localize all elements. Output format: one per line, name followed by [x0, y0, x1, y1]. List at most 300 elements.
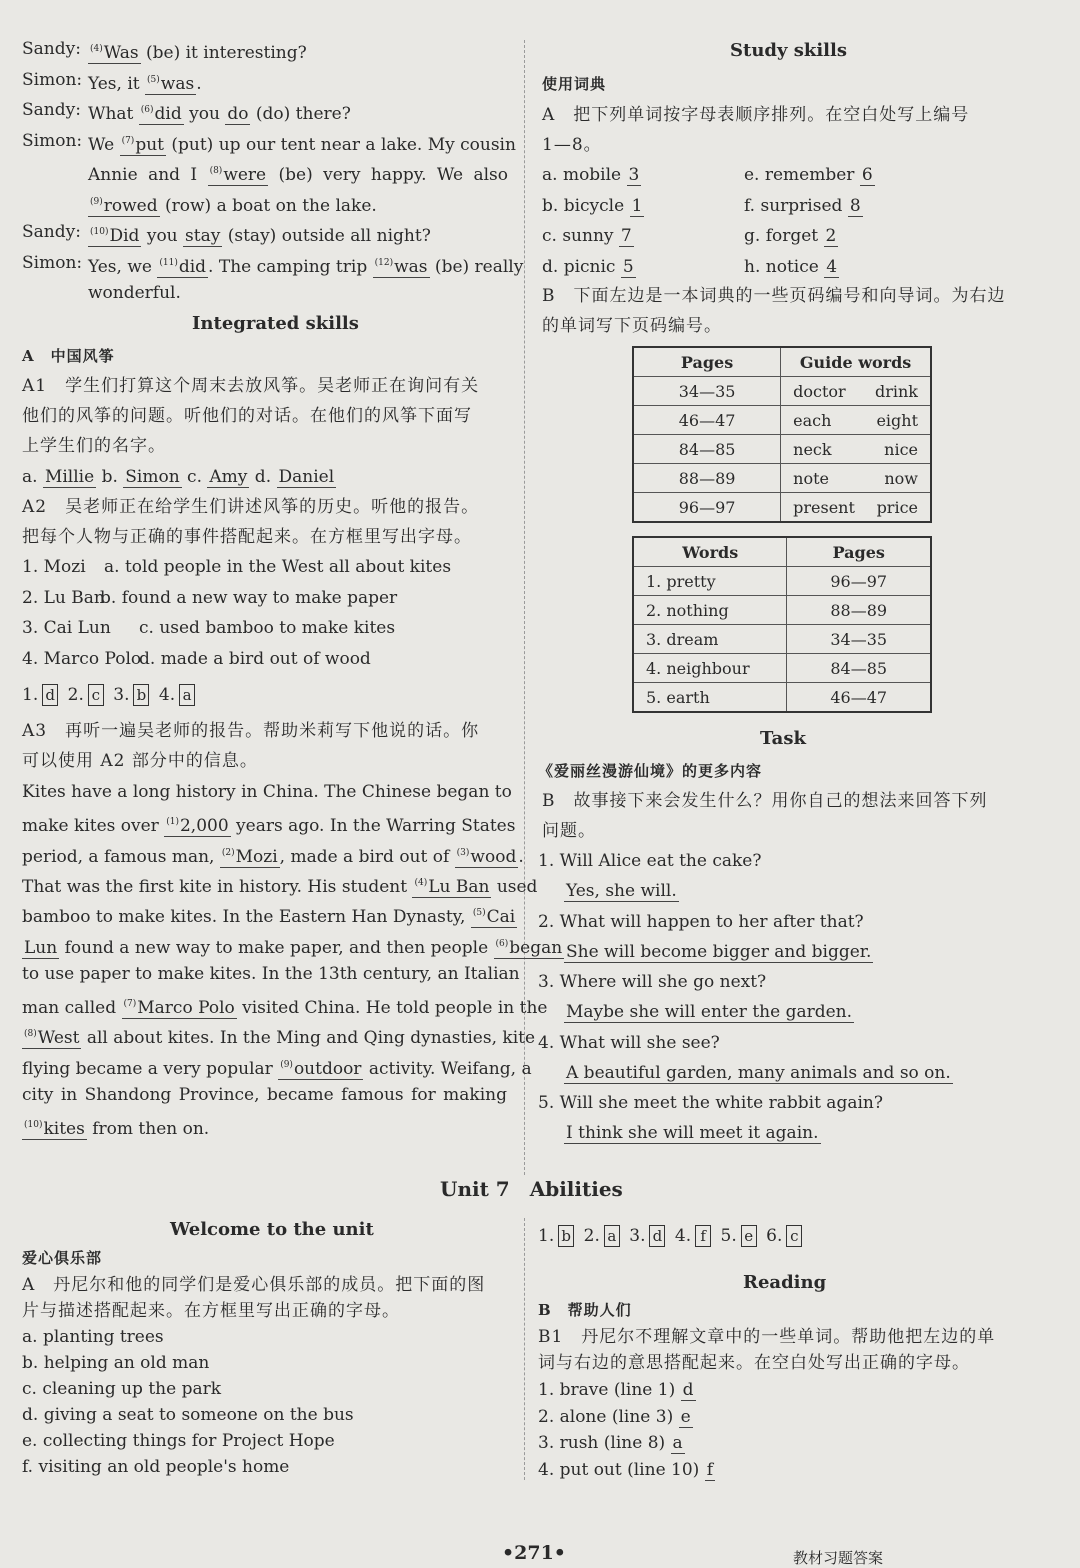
text-run: (do) there?	[250, 104, 351, 124]
answer-box: a	[179, 684, 195, 706]
a1-name: Amy	[209, 467, 248, 487]
item-label: c. sunny	[542, 226, 619, 246]
task-answer-text: A beautiful garden, many animals and so on.	[566, 1062, 951, 1083]
text-run: period, a famous man,	[22, 846, 220, 867]
answer-blank	[122, 998, 237, 1019]
answer-blank	[208, 165, 269, 186]
text-run: Annie and I	[88, 165, 208, 185]
dialogue-line	[88, 191, 377, 217]
welcome-item: f. visiting an old people's home	[22, 1457, 290, 1477]
table-cell: 46—47	[787, 683, 931, 713]
table-cell: 1. pretty	[633, 567, 787, 596]
text-run: wonderful.	[88, 283, 181, 303]
table-row	[633, 493, 931, 523]
b1-instruction: 词与右边的意思搭配起来。在空白处写出正确的字母。	[538, 1353, 970, 1373]
a1-name: Simon	[125, 467, 180, 487]
alice-title: 《爱丽丝漫游仙境》的更多内容	[538, 762, 763, 780]
b-instruction: B 下面左边是一本词典的一些页码编号和向导词。为右边	[542, 286, 1006, 306]
table-cell	[781, 464, 931, 493]
table-cell: 34—35	[787, 625, 931, 654]
a1-name: Daniel	[278, 467, 335, 487]
text-run: visited China. He told people in the	[236, 998, 548, 1019]
task-answer	[564, 1001, 854, 1023]
text-run: Kites have a long history in China. The Chinese began to	[22, 782, 512, 802]
b1-item	[538, 1406, 693, 1428]
table-cell: 88—89	[633, 464, 781, 493]
a1-instruction: A1 学生们打算这个周末去放风筝。吴老师正在询问有关	[22, 376, 480, 396]
item-order: 7	[620, 226, 632, 246]
answer-text: kites	[43, 1119, 85, 1140]
cell-word: eight	[876, 410, 918, 430]
a2-match-event: c. used bamboo to make kites	[139, 618, 396, 638]
a2-answers	[22, 684, 199, 706]
section-title-reading: Reading	[743, 1272, 827, 1293]
alphabet-item	[542, 164, 641, 186]
cell-word: note	[793, 468, 829, 488]
item-label: b. bicycle	[542, 195, 630, 216]
a2-match-item	[22, 648, 141, 670]
a-instruction: 1—8。	[542, 135, 602, 155]
answer-text: Was	[103, 43, 139, 63]
unit-title: Unit 7 Abilities	[440, 1177, 623, 1201]
blank-number: (2)	[221, 847, 235, 858]
dict-title: 使用词典	[542, 75, 607, 93]
answer-text: put	[135, 134, 164, 155]
text-run: make kites over	[22, 816, 165, 837]
table-cell	[781, 493, 931, 523]
item-order: 2	[825, 226, 837, 246]
blank-number: (9)	[280, 1059, 293, 1070]
words-pages-table	[632, 536, 932, 713]
blank-number: (6)	[140, 105, 154, 115]
section-title-study: Study skills	[730, 40, 847, 61]
blank-number: (11)	[159, 257, 178, 268]
blank-number: (12)	[374, 257, 394, 268]
welcome-item: b. helping an old man	[22, 1353, 210, 1373]
a3-instruction: A3 再听一遍吴老师的报告。帮助米莉写下他说的话。你	[22, 721, 480, 741]
answer-text: was	[160, 73, 195, 94]
b1-word: 3. rush (line 8)	[538, 1433, 671, 1453]
dialogue-speaker: Sandy:	[22, 222, 81, 242]
answer-box: c	[88, 684, 104, 706]
answer-text: rowed	[103, 195, 158, 216]
item-person: Lu Ban	[43, 587, 105, 608]
answer-text: did	[154, 104, 182, 124]
a2-instruction: 把每个人物与正确的事件搭配起来。在方框里写出字母。	[22, 527, 472, 547]
answer-blank	[88, 196, 160, 217]
table-row	[633, 654, 931, 683]
item-person: Cai Lun	[43, 618, 111, 638]
item-person: Marco Polo	[43, 648, 142, 669]
answer-text: 2,000	[179, 816, 229, 837]
item-order: 4	[826, 256, 838, 277]
section-title-task: Task	[760, 728, 806, 749]
passage-line	[22, 1114, 209, 1140]
task-answer-text: She will become bigger and bigger.	[566, 941, 872, 962]
text-run: , made a bird out of	[279, 846, 455, 867]
cell-word: now	[884, 468, 918, 488]
cell-word: doctor	[793, 381, 846, 401]
passage-line	[22, 902, 516, 928]
table-row	[633, 596, 931, 625]
b1-instruction: B1 丹尼尔不理解文章中的一些单词。帮助他把左边的单	[538, 1327, 996, 1347]
blank-number: (6)	[495, 938, 509, 949]
a2-match-item	[22, 556, 86, 578]
answer-text: outdoor	[293, 1058, 362, 1079]
table-header-row	[633, 537, 931, 567]
welcome-item: a. planting trees	[22, 1327, 164, 1347]
item-label: d. picnic	[542, 256, 621, 277]
welcome-item: d. giving a seat to someone on the bus	[22, 1405, 354, 1425]
answer-blank	[22, 1028, 81, 1049]
item-number: 1.	[22, 557, 44, 577]
item-label: g. forget	[744, 226, 824, 246]
text-run: bamboo to make kites. In the Eastern Han Dynasty,	[22, 907, 471, 928]
item-person: Mozi	[43, 557, 86, 577]
item-order: 3	[628, 165, 640, 185]
text-run: years ago. In the Warring States	[230, 816, 516, 837]
cell-word: price	[876, 497, 918, 517]
item-order: 8	[849, 195, 861, 216]
a2-match-item	[22, 617, 111, 639]
table-cell: 3. dream	[633, 625, 787, 654]
answer-number: 5.	[715, 1226, 737, 1246]
answer-blank	[220, 847, 280, 868]
text-run: (be) very happy. We also	[268, 165, 508, 185]
passage-line	[22, 872, 538, 898]
table-cell: 84—85	[633, 435, 781, 464]
a2-instruction: A2 吴老师正在给学生们讲述风筝的历史。听他的报告。	[22, 497, 480, 517]
table-row	[633, 625, 931, 654]
section-a-title: A 中国风筝	[22, 347, 115, 365]
answer-text: stay	[185, 226, 221, 246]
answer-number: 3.	[623, 1226, 646, 1246]
answer-number: 4.	[153, 685, 176, 705]
answer-text: did	[178, 256, 207, 277]
answer-blank	[88, 43, 141, 64]
welcome-item: c. cleaning up the park	[22, 1379, 222, 1399]
dialogue-line	[88, 160, 508, 186]
blank-number: (4)	[90, 44, 103, 54]
column-divider-bottom	[524, 1218, 525, 1480]
cell-word: nice	[884, 439, 918, 459]
item-label: h. notice	[744, 256, 825, 277]
answer-box: c	[786, 1225, 802, 1247]
dialogue-line	[88, 38, 307, 64]
text-run: That was the first kite in history. His student	[22, 876, 413, 897]
table-cell: 5. earth	[633, 683, 787, 713]
answer-blank	[157, 257, 208, 278]
blank-number: (10)	[90, 227, 109, 237]
answer-number: 2.	[578, 1226, 600, 1246]
answer-number: 1.	[22, 685, 39, 705]
table-row	[633, 464, 931, 493]
item-order: 5	[622, 256, 634, 277]
text-run: all about kites. In the Ming and Qing dynasties, kite	[81, 1028, 536, 1049]
b1-word: 4. put out (line 10)	[538, 1459, 705, 1480]
answer-number: 2.	[62, 685, 84, 705]
passage-line	[22, 933, 563, 959]
a-instruction: A 把下列单词按字母表顺序排列。在空白处写上编号	[542, 105, 970, 125]
answer-box: e	[741, 1225, 757, 1247]
answer-number: 1.	[538, 1226, 555, 1246]
table-cell: 96—97	[787, 567, 931, 596]
text-run: from then on.	[86, 1119, 210, 1140]
task-question: 5. Will she meet the white rabbit again?	[538, 1093, 883, 1113]
text-run: (row) a boat on the lake.	[159, 195, 377, 216]
table-row	[633, 406, 931, 435]
task-b-instruction: B 故事接下来会发生什么？用你自己的想法来回答下列	[542, 791, 988, 811]
answer-text: began	[509, 937, 563, 958]
blank-number: (5)	[472, 908, 486, 919]
text-run: What	[88, 104, 139, 124]
task-answer	[564, 880, 679, 902]
a1-name: Millie	[44, 467, 95, 487]
alphabet-item	[542, 256, 636, 278]
b1-answer: d	[682, 1380, 694, 1400]
section-title-integrated: Integrated skills	[192, 313, 359, 334]
dialogue-line	[88, 130, 516, 156]
dialogue-line	[88, 221, 431, 247]
passage-line	[22, 842, 524, 868]
passage-line	[22, 993, 548, 1019]
answer-blank	[164, 816, 230, 837]
a2-match-event: b. found a new way to make paper	[100, 587, 398, 608]
item-number: 4.	[22, 648, 44, 669]
dialogue-line	[88, 282, 181, 304]
cell-word: drink	[874, 381, 918, 401]
answer-blank	[139, 104, 184, 125]
cell-word: present	[793, 497, 855, 517]
table-cell: 4. neighbour	[633, 654, 787, 683]
dialogue-speaker: Sandy:	[22, 39, 81, 59]
alphabet-item	[744, 164, 875, 186]
footer-label: 教材习题答案	[793, 1549, 884, 1567]
blank-number: (4)	[414, 877, 428, 888]
passage-line	[22, 1023, 536, 1049]
text-run: Yes, we	[88, 256, 158, 277]
alphabet-item	[542, 225, 634, 247]
table-cell: 96—97	[633, 493, 781, 523]
answer-text: Lu Ban	[428, 876, 490, 897]
table-cell	[781, 406, 931, 435]
answer-text: were	[223, 165, 267, 185]
welcome-title: Welcome to the unit	[170, 1219, 374, 1240]
answer-blank	[22, 1119, 87, 1140]
b1-answer: f	[706, 1459, 713, 1480]
text-run: found a new way to make paper, and then people	[59, 937, 494, 958]
a1-label: b.	[96, 467, 124, 487]
task-question: 1. Will Alice eat the cake?	[538, 851, 762, 871]
a3-instruction: 可以使用 A2 部分中的信息。	[22, 751, 258, 771]
task-answer-text: Yes, she will.	[566, 881, 677, 901]
answer-text: Cai	[486, 907, 516, 928]
answer-blank	[494, 938, 565, 959]
dialogue-speaker: Simon:	[22, 252, 83, 273]
answer-blank	[412, 877, 491, 898]
text-run: city in Shandong Province, became famous for making	[22, 1085, 507, 1105]
task-answer	[564, 1122, 821, 1144]
item-number: 3.	[22, 618, 44, 638]
answer-text: was	[394, 256, 428, 277]
table-cell: 88—89	[787, 596, 931, 625]
answer-text: Marco Polo	[137, 998, 235, 1019]
text-run: Yes, it	[88, 73, 146, 94]
item-order: 6	[861, 165, 873, 185]
table-row	[633, 567, 931, 596]
answer-blank	[183, 226, 222, 247]
task-question: 2. What will happen to her after that?	[538, 911, 864, 932]
blank-number: (7)	[123, 999, 137, 1010]
cell-word: neck	[793, 439, 832, 459]
text-run: (be) it interesting?	[140, 43, 307, 63]
dialogue-line	[88, 99, 351, 125]
passage-line	[22, 781, 512, 803]
passage-line	[22, 963, 520, 985]
item-label: a. mobile	[542, 165, 627, 185]
answer-box: b	[558, 1225, 574, 1247]
text-run: flying became a very popular	[22, 1058, 279, 1079]
text-run: man called	[22, 998, 122, 1019]
table-header: Pages	[633, 347, 781, 377]
task-answer-text: I think she will meet it again.	[566, 1123, 819, 1143]
text-run: (put) up our tent near a lake. My cousin	[165, 134, 516, 155]
answer-number: 6.	[760, 1226, 783, 1246]
answer-blank	[373, 257, 430, 278]
a1-label: a.	[22, 467, 43, 487]
alphabet-item	[744, 225, 838, 247]
item-order: 1	[631, 195, 643, 216]
item-label: f. surprised	[744, 195, 848, 216]
task-answer	[564, 1062, 953, 1084]
b-instruction: 的单词写下页码编号。	[542, 316, 722, 336]
passage-line	[22, 811, 516, 837]
answer-box: d	[649, 1225, 665, 1247]
b1-item	[538, 1379, 696, 1401]
answer-blank	[120, 135, 166, 156]
blank-number: (10)	[24, 1120, 43, 1131]
answer-blank	[278, 1059, 363, 1080]
table-cell	[781, 435, 931, 464]
text-run: . The camping trip	[208, 256, 373, 277]
answer-blank	[471, 907, 517, 928]
table-cell: 2. nothing	[633, 596, 787, 625]
answer-text: West	[37, 1028, 80, 1049]
task-b-instruction: 问题。	[542, 821, 596, 841]
answer-blank	[145, 74, 196, 95]
text-run: (be) really	[429, 256, 524, 277]
table-header: Guide words	[781, 347, 931, 377]
answer-box: f	[695, 1225, 711, 1247]
a1-instruction: 他们的风筝的问题。听他们的对话。在他们的风筝下面写	[22, 406, 472, 426]
dialogue-speaker: Simon:	[22, 69, 83, 90]
answer-text: wood	[470, 846, 517, 867]
alphabet-item	[744, 256, 839, 278]
a2-match-item	[22, 587, 105, 609]
answer-blank	[225, 104, 250, 125]
answer-box: a	[604, 1225, 620, 1247]
task-answer	[564, 941, 873, 963]
answer-blank	[88, 226, 141, 247]
text-run: We	[88, 134, 120, 155]
unit7-answers	[538, 1225, 806, 1247]
club-title: 爱心俱乐部	[22, 1249, 103, 1267]
cell-word: each	[793, 410, 832, 430]
text-run: .	[196, 73, 202, 94]
answer-number: 3.	[107, 685, 130, 705]
table-cell: 46—47	[633, 406, 781, 435]
welcome-a-instruction: A 丹尼尔和他的同学们是爱心俱乐部的成员。把下面的图	[22, 1275, 486, 1295]
text-run: used	[491, 876, 538, 897]
task-question: 4. What will she see?	[538, 1032, 720, 1053]
table-row	[633, 377, 931, 406]
answer-box: b	[133, 684, 149, 706]
table-header: Pages	[787, 537, 931, 567]
b1-answer: e	[680, 1406, 691, 1427]
dialogue-speaker: Sandy:	[22, 100, 81, 120]
table-row	[633, 683, 931, 713]
dialogue-speaker: Simon:	[22, 130, 83, 151]
dialogue-line	[88, 252, 523, 278]
a2-match-event: d. made a bird out of wood	[139, 648, 371, 669]
blank-number: (1)	[166, 817, 179, 828]
answer-text: do	[227, 104, 249, 124]
a1-answers	[22, 466, 336, 488]
task-answer-text: Maybe she will enter the garden.	[566, 1002, 853, 1022]
table-cell: 84—85	[787, 654, 931, 683]
text-run: activity. Weifang, a	[363, 1058, 532, 1079]
welcome-a-instruction: 片与描述搭配起来。在方框里写出正确的字母。	[22, 1301, 400, 1321]
b1-word: 2. alone (line 3)	[538, 1406, 679, 1427]
b1-item	[538, 1459, 715, 1481]
blank-number: (8)	[209, 166, 223, 176]
answer-text: Lun	[24, 937, 58, 958]
answer-number: 4.	[669, 1226, 692, 1246]
help-title: B 帮助人们	[538, 1301, 632, 1319]
text-run: you	[183, 104, 226, 124]
table-cell: 34—35	[633, 377, 781, 406]
passage-line	[22, 1084, 507, 1106]
passage-line	[22, 1054, 532, 1080]
table-header-row	[633, 347, 931, 377]
answer-text: Mozi	[235, 846, 278, 867]
text-run: (stay) outside all night?	[222, 226, 431, 246]
blank-number: (9)	[90, 196, 103, 207]
welcome-item: e. collecting things for Project Hope	[22, 1431, 335, 1451]
answer-box: d	[42, 684, 58, 706]
page-number: •271•	[502, 1542, 566, 1564]
answer-text: Did	[109, 226, 140, 246]
blank-number: (8)	[24, 1029, 37, 1040]
item-label: e. remember	[744, 165, 860, 185]
text-run: .	[518, 846, 524, 867]
text-run: to use paper to make kites. In the 13th century, an Italian	[22, 963, 520, 984]
table-header: Words	[633, 537, 787, 567]
b1-word: 1. brave (line 1)	[538, 1380, 681, 1400]
task-question: 3. Where will she go next?	[538, 972, 767, 992]
b1-answer: a	[672, 1433, 683, 1453]
alphabet-item	[542, 195, 644, 217]
a1-instruction: 上学生们的名字。	[22, 436, 166, 456]
item-number: 2.	[22, 587, 44, 608]
blank-number: (7)	[121, 135, 135, 146]
table-row	[633, 435, 931, 464]
alphabet-item	[744, 195, 863, 217]
b1-item	[538, 1432, 685, 1454]
text-run: you	[141, 226, 184, 246]
a1-label: d.	[249, 467, 277, 487]
dialogue-line	[88, 69, 202, 95]
